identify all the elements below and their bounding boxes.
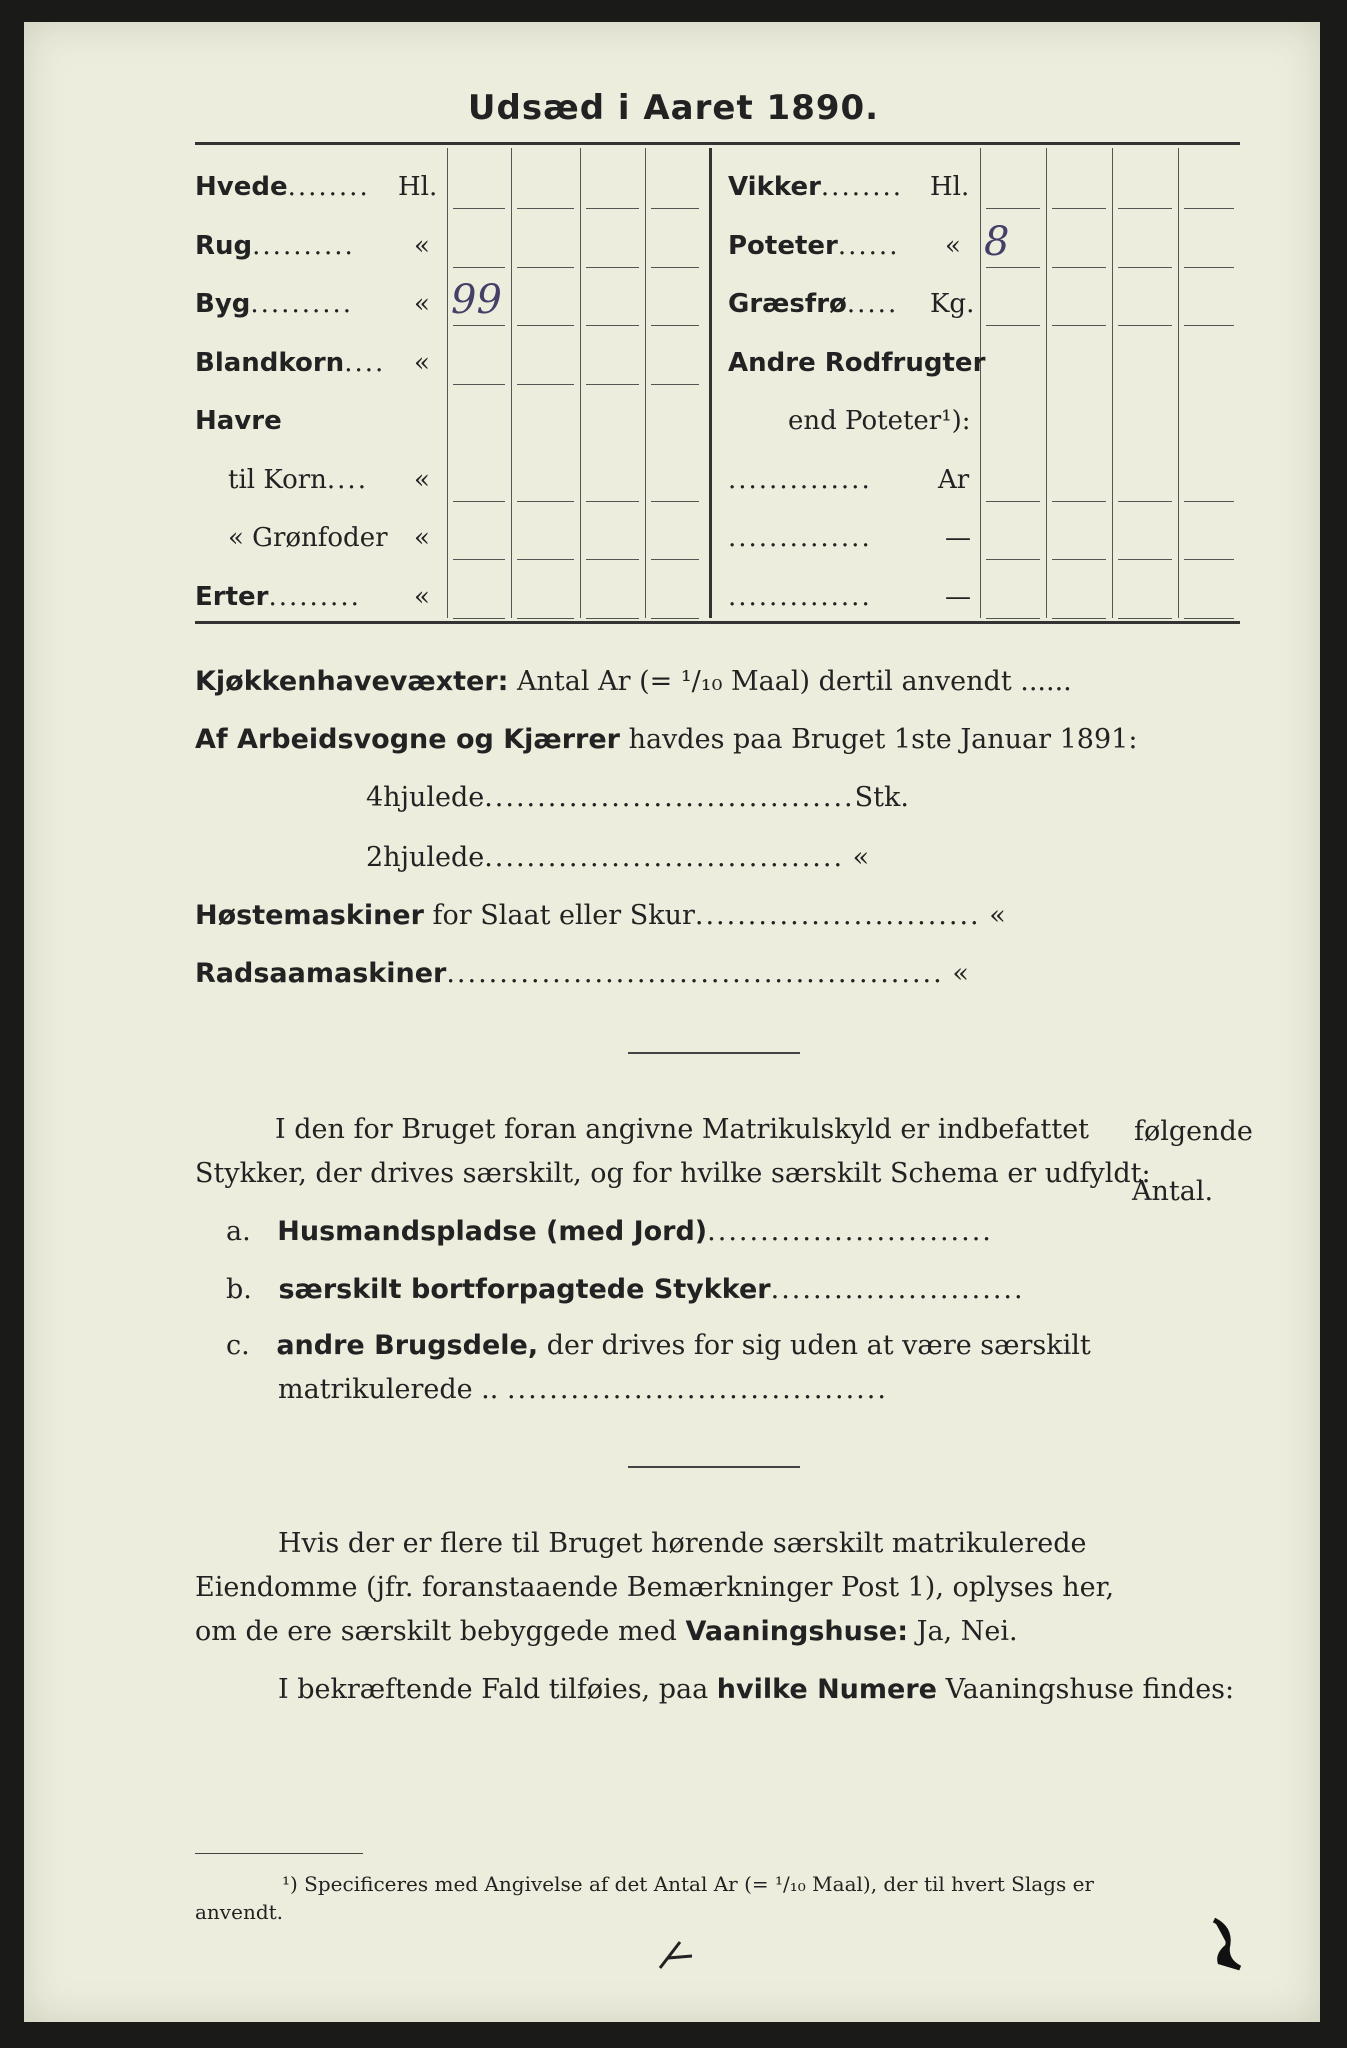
two-wheel-line	[366, 842, 869, 873]
para2-line3	[195, 1616, 1018, 1647]
unit-label: «	[414, 347, 430, 378]
right-row-label	[788, 406, 971, 436]
four-wheel-label: 4hjulede	[366, 782, 485, 813]
right-column-line	[1046, 148, 1047, 618]
crop-name: Hvede	[195, 172, 288, 202]
unit-label: «	[414, 230, 430, 261]
kitchen-garden-line	[195, 666, 1072, 697]
entry-cell[interactable]	[1118, 325, 1172, 326]
crop-name: Byg	[195, 289, 251, 319]
wagons-text: havdes paa Bruget 1ste Januar 1891:	[628, 724, 1138, 755]
left-row-label	[195, 289, 353, 319]
item-a-letter: a.	[226, 1216, 251, 1247]
para1-line1-end: følgende	[1134, 1116, 1253, 1147]
left-row-label	[195, 231, 355, 261]
entry-cell[interactable]	[1184, 501, 1234, 502]
entry-cell[interactable]	[586, 325, 639, 326]
left-column-line	[645, 148, 646, 618]
two-wheel-dots: ..................................	[484, 842, 845, 873]
seeder-dots: ...............................................	[446, 958, 944, 989]
crop-name: Rug	[195, 230, 253, 261]
entry-cell[interactable]	[1052, 559, 1106, 560]
entry-cell[interactable]	[517, 384, 574, 385]
item-b-letter: b.	[226, 1274, 252, 1305]
kitchen-garden-text: Antal Ar (= ¹/₁₀ Maal) dertil anvendt ......	[517, 666, 1072, 697]
crop-name: Havre	[195, 406, 282, 436]
right-row-label	[728, 172, 903, 202]
crop-name: Vikker	[728, 172, 821, 202]
para2-line2: Eiendomme (jfr. foranstaaende Bemærkninger Post 1), oplyses her,	[195, 1572, 1115, 1603]
harvester-text: for Slaat eller Skur	[432, 900, 695, 931]
table-top-rule	[195, 142, 1240, 145]
entry-cell[interactable]	[517, 559, 574, 560]
leader-dots: ..........	[250, 289, 354, 319]
leader-dots: ....	[326, 464, 368, 495]
footnote-line1: ¹) Specificeres med Angivelse af det Antal Ar (= ¹/₁₀ Maal), der til hvert Slags er	[282, 1872, 1094, 1896]
entry-cell[interactable]	[517, 501, 574, 502]
leader-dots: ..............	[728, 581, 872, 612]
unit-label: —	[945, 581, 971, 612]
entry-cell[interactable]	[1052, 267, 1106, 268]
item-b-dots: ........................	[770, 1274, 1025, 1305]
entry-cell[interactable]	[586, 267, 639, 268]
entry-cell[interactable]	[986, 559, 1040, 560]
unit-label: «	[414, 581, 430, 612]
entry-cell[interactable]	[1184, 325, 1234, 326]
right-row-label	[728, 465, 872, 495]
item-b	[226, 1274, 1025, 1305]
leader-dots: ........	[820, 172, 904, 202]
kitchen-garden-label: Kjøkkenhavevæxter:	[195, 666, 509, 697]
section-divider-1	[628, 1052, 800, 1054]
para3-b: hvilke Numere	[716, 1674, 937, 1705]
item-c-label: andre Brugsdele,	[276, 1330, 539, 1361]
entry-cell[interactable]	[453, 208, 505, 209]
seeder-unit: «	[952, 958, 969, 989]
entry-cell[interactable]	[1118, 501, 1172, 502]
entry-cell[interactable]	[1118, 208, 1172, 209]
right-column-line	[1178, 148, 1179, 618]
entry-cell[interactable]	[1184, 267, 1234, 268]
left-row-label	[195, 406, 282, 436]
entry-cell[interactable]	[1184, 208, 1234, 209]
leader-dots: .........	[268, 581, 361, 612]
table-center-divider	[709, 148, 712, 618]
harvester-line	[195, 900, 1006, 931]
wagons-line	[195, 724, 1137, 755]
entry-cell[interactable]	[1118, 559, 1172, 560]
right-row-label	[728, 289, 898, 319]
left-row-label	[195, 582, 361, 612]
entry-cell[interactable]	[651, 501, 699, 502]
para2-line3-b: Vaaningshuse:	[685, 1616, 909, 1647]
corner-mark	[1200, 1910, 1260, 1980]
para3-c: Vaaningshuse findes:	[945, 1674, 1235, 1705]
entry-cell[interactable]	[453, 325, 505, 326]
item-c-line2	[278, 1374, 888, 1405]
entry-cell[interactable]	[1118, 618, 1172, 619]
two-wheel-label: 2hjulede	[366, 842, 485, 873]
unit-label: «	[945, 230, 961, 261]
crop-name: « Grønfoder	[228, 523, 388, 553]
item-b-label: særskilt bortforpagtede Stykker	[278, 1274, 771, 1305]
crop-name: Poteter	[728, 230, 838, 261]
entry-cell[interactable]	[1052, 208, 1106, 209]
page-title: Udsæd i Aaret 1890.	[467, 88, 880, 128]
unit-label: «	[414, 523, 430, 553]
para2-line3-a: om de ere særskilt bebyggede med	[195, 1616, 677, 1647]
entry-cell[interactable]	[1052, 325, 1106, 326]
crop-name: Erter	[195, 581, 269, 612]
para1-line1: I den for Bruget foran angivne Matrikulskyld er indbefattet	[275, 1114, 1090, 1145]
seeder-label: Radsaamaskiner	[195, 958, 447, 989]
pen-mark	[650, 1930, 710, 1980]
unit-label: «	[414, 464, 430, 495]
unit-label: Hl.	[398, 172, 438, 202]
count-column-label: Antal.	[1132, 1176, 1214, 1207]
right-row-label	[728, 523, 872, 553]
leader-dots: ....	[344, 347, 386, 378]
four-wheel-unit: Stk.	[854, 782, 909, 813]
para2-line1: Hvis der er flere til Bruget hørende særskilt matrikulerede	[278, 1528, 1087, 1559]
entry-cell[interactable]	[651, 267, 699, 268]
item-c-letter: c.	[226, 1330, 250, 1361]
harvester-dots: ...........................	[694, 900, 981, 931]
unit-label: «	[414, 289, 430, 319]
para2-line3-c: Ja, Nei.	[916, 1616, 1018, 1647]
crop-name: Andre Rodfrugter	[728, 347, 986, 378]
right-row-label	[728, 348, 985, 378]
entry-cell[interactable]	[517, 208, 574, 209]
left-column-line	[580, 148, 581, 618]
entry-cell[interactable]	[651, 325, 699, 326]
entry-cell[interactable]	[586, 208, 639, 209]
left-row-label	[228, 523, 388, 553]
entry-cell[interactable]	[651, 208, 699, 209]
entry-cell[interactable]	[453, 501, 505, 502]
entry-cell[interactable]	[1118, 267, 1172, 268]
entry-cell[interactable]	[453, 384, 505, 385]
unit-label: Hl.	[930, 172, 970, 202]
left-column-line	[447, 148, 448, 618]
entry-cell[interactable]	[1052, 501, 1106, 502]
entry-cell[interactable]	[651, 384, 699, 385]
harvester-label: Høstemaskiner	[195, 900, 424, 931]
leader-dots: ..........	[252, 230, 355, 261]
footnote-rule	[195, 1853, 363, 1854]
entry-cell[interactable]	[986, 618, 1040, 619]
item-a	[226, 1216, 993, 1247]
table-bottom-rule	[195, 621, 1240, 624]
entry-cell[interactable]	[651, 559, 699, 560]
item-c-text: der drives for sig uden at være særskilt	[546, 1330, 1091, 1361]
item-a-label: Husmandspladse (med Jord)	[277, 1216, 708, 1247]
entry-cell[interactable]	[517, 267, 574, 268]
wagons-label: Af Arbeidsvogne og Kjærrer	[195, 724, 620, 755]
leader-dots: ..............	[728, 523, 872, 553]
crop-name: Græsfrø	[728, 289, 847, 319]
section-divider-2	[628, 1466, 800, 1468]
seeder-line	[195, 958, 969, 989]
unit-label: Kg.	[930, 289, 975, 319]
leader-dots: .....	[846, 289, 899, 319]
left-column-line	[511, 148, 512, 618]
footnote-line2: anvendt.	[195, 1900, 284, 1924]
crop-name: end Poteter¹):	[788, 406, 971, 436]
four-wheel-dots: ...................................	[484, 782, 855, 813]
form-page	[24, 22, 1320, 2022]
leader-dots: ..............	[728, 464, 872, 495]
entry-cell[interactable]	[453, 559, 505, 560]
para1-line2: Stykker, der drives særskilt, og for hvilke særskilt Schema er udfyldt:	[195, 1158, 1151, 1189]
entry-cell[interactable]	[986, 208, 1040, 209]
entry-cell[interactable]	[1184, 559, 1234, 560]
para3-a: I bekræftende Fald tilføies, paa	[278, 1674, 709, 1705]
item-c-line2-text: matrikulerede ..	[278, 1374, 499, 1405]
two-wheel-unit: «	[852, 842, 870, 873]
four-wheel-line	[366, 782, 909, 813]
handwritten-entry: 8	[984, 218, 1010, 265]
left-row-label	[228, 465, 368, 495]
leader-dots: ........	[287, 172, 370, 202]
left-row-label	[195, 348, 385, 378]
item-c-dots: ....................................	[506, 1374, 888, 1405]
entry-cell[interactable]	[986, 501, 1040, 502]
entry-cell[interactable]	[986, 325, 1040, 326]
right-column-line	[1112, 148, 1113, 618]
crop-name: Blandkorn	[195, 347, 345, 378]
entry-cell[interactable]	[517, 325, 574, 326]
entry-cell[interactable]	[586, 618, 639, 619]
entry-cell[interactable]	[651, 618, 699, 619]
handwritten-entry: 99	[451, 277, 502, 323]
left-row-label	[195, 172, 370, 202]
right-row-label	[728, 231, 899, 261]
entry-cell[interactable]	[586, 559, 639, 560]
entry-cell[interactable]	[586, 501, 639, 502]
entry-cell[interactable]	[453, 267, 505, 268]
entry-cell[interactable]	[986, 267, 1040, 268]
entry-cell[interactable]	[1052, 618, 1106, 619]
crop-name: til Korn	[228, 464, 327, 495]
item-c	[226, 1330, 1091, 1361]
entry-cell[interactable]	[1184, 618, 1234, 619]
right-column-line	[980, 148, 981, 618]
right-row-label	[728, 582, 872, 612]
harvester-unit: «	[989, 900, 1006, 931]
unit-label: Ar	[938, 464, 970, 495]
leader-dots: ......	[837, 230, 900, 261]
entry-cell[interactable]	[517, 618, 574, 619]
unit-label: —	[945, 523, 971, 553]
item-a-dots: ...........................	[707, 1216, 993, 1247]
para3-line	[278, 1674, 1234, 1705]
entry-cell[interactable]	[453, 618, 505, 619]
entry-cell[interactable]	[586, 384, 639, 385]
